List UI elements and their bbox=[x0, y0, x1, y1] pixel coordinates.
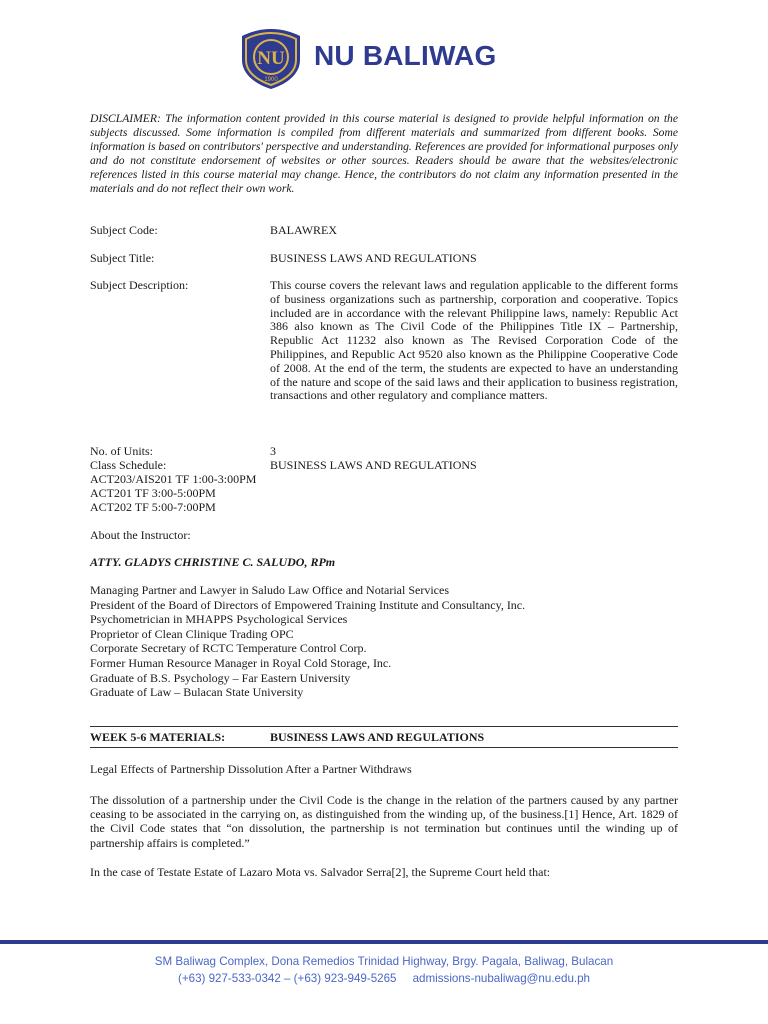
about-instructor-heading: About the Instructor: bbox=[90, 528, 191, 542]
credential-item: Psychometrician in MHAPPS Psychological Services bbox=[90, 612, 348, 627]
footer-contact: (+63) 927-533-0342 – (+63) 923-949-5265 admissions-nubaliwag@nu.edu.ph bbox=[177, 972, 591, 985]
schedule-section: ACT203/AIS201 TF 1:00-3:00PM bbox=[90, 472, 257, 486]
week-title: BUSINESS LAWS AND REGULATIONS bbox=[270, 730, 485, 744]
logo-year: 1900 bbox=[264, 77, 278, 83]
brand-name: NU BALIWAG bbox=[314, 40, 497, 71]
section-divider-top bbox=[90, 726, 678, 727]
footer-address: SM Baliwag Complex, Dona Remedios Trinidad Highway, Brgy. Pagala, Baliwag, Bulacan bbox=[154, 955, 614, 968]
subject-title-value: BUSINESS LAWS AND REGULATIONS bbox=[270, 251, 477, 265]
credential-item: Former Human Resource Manager in Royal Cold Storage, Inc. bbox=[90, 655, 392, 670]
section-divider-bottom bbox=[90, 747, 678, 748]
page-header bbox=[0, 28, 768, 90]
credential-item: Managing Partner and Lawyer in Saludo Law Office and Notarial Services bbox=[90, 583, 449, 597]
class-schedule-value: BUSINESS LAWS AND REGULATIONS bbox=[270, 458, 477, 472]
instructor-credentials bbox=[90, 583, 525, 700]
credential-item: Graduate of B.S. Psychology – Far Eastern University bbox=[90, 670, 351, 685]
credential-item: Proprietor of Clean Clinique Trading OPC bbox=[90, 626, 294, 641]
units-value: 3 bbox=[270, 444, 276, 458]
content-paragraph: In the case of Testate Estate of Lazaro Mota vs. Salvador Serra[2], the Supreme Court held that: bbox=[90, 865, 551, 879]
week-label: WEEK 5-6 MATERIALS: bbox=[90, 730, 226, 744]
week-heading bbox=[90, 730, 485, 745]
nu-shield-logo-icon bbox=[240, 28, 302, 90]
subject-code-value: BALAWREX bbox=[270, 223, 338, 237]
schedule-section: ACT201 TF 3:00-5:00PM bbox=[90, 486, 216, 500]
credential-item: President of the Board of Directors of Empowered Training Institute and Consultancy, Inc. bbox=[90, 597, 526, 612]
credential-item: Graduate of Law – Bulacan State University bbox=[90, 685, 304, 700]
subject-description-label: Subject Description: bbox=[90, 278, 189, 292]
subject-title-label: Subject Title: bbox=[90, 251, 155, 265]
instructor-name: ATTY. GLADYS CHRISTINE C. SALUDO, RPm bbox=[90, 555, 336, 569]
disclaimer-text: DISCLAIMER: The information content provided in this course material is designed to provide helpful information on the subjects discussed. Some information is compiled from different materials and summarized from different books. Some information is based on contributors' perspective and understanding. References are provided for informational purposes only and do not constitute endorsement of websites or other sources. Readers should be aware that the websites/electronic references listed in this course material may change. Hence, the contributors do not claim any information presented in the materials and do not reflect their own work. bbox=[90, 112, 678, 195]
class-schedule-label: Class Schedule: bbox=[90, 458, 167, 472]
credential-item: Corporate Secretary of RCTC Temperature Control Corp. bbox=[90, 641, 367, 656]
units-label: No. of Units: bbox=[90, 444, 153, 458]
content-paragraph: The dissolution of a partnership under the Civil Code is the change in the relation of the partners caused by any partner ceasing to be associated in the carrying on, as distinguished from the winding up, of the business.[1] Hence, Art. 1829 of the Civil Code states that “on dissolution, the partnership is not termination but continues until the winding up of partnership affairs is completed.” bbox=[90, 793, 678, 850]
content-heading: Legal Effects of Partnership Dissolution After a Partner Withdraws bbox=[90, 762, 412, 776]
footer-divider bbox=[0, 940, 768, 944]
schedule-section: ACT202 TF 5:00-7:00PM bbox=[90, 500, 216, 514]
logo-letters: NU bbox=[257, 48, 285, 69]
subject-description-value: This course covers the relevant laws and regulation applicable to the different forms of business organizations such as partnership, corporation and cooperative. Topics included are in accordance with the relevant Philippine laws, namely: Republic Act 386 also known as The Civil Code of the Philippines Title IX – Partnership, Republic Act 11232 also known as The Revised Corporation Code of the Philippines, and Republic Act 9520 also known as the Philippine Cooperative Code of 2008. At the end of the term, the students are expected to have an understanding of the nature and scope of the said laws and their application to business registration, transactions and other regulatory and compliance matters. bbox=[270, 278, 678, 403]
subject-code-label: Subject Code: bbox=[90, 223, 158, 237]
